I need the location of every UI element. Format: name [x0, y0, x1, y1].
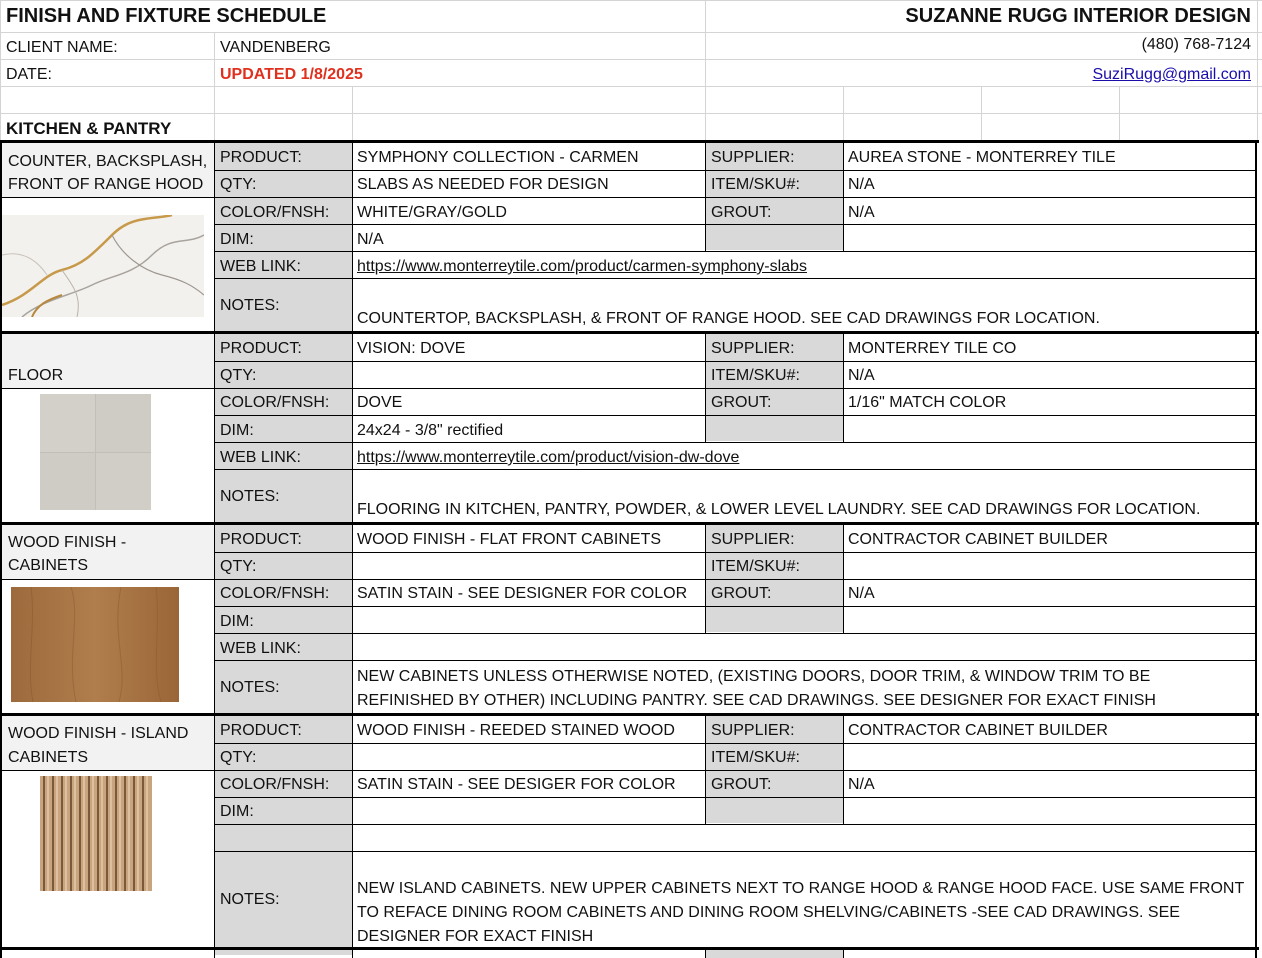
gridline: [705, 0, 706, 142]
date-value: UPDATED 1/8/2025: [220, 66, 363, 83]
gridline: [981, 86, 982, 142]
block-border: [1255, 140, 1257, 958]
gridline: [0, 86, 1262, 87]
gridline: [0, 113, 1262, 114]
date-label: DATE:: [6, 66, 52, 83]
weblink-label: WEB LINK:: [220, 640, 301, 657]
supplier-label: SUPPLIER:: [711, 340, 795, 357]
col-line: [352, 142, 353, 958]
row-line: [214, 469, 1257, 470]
gridline: [1257, 0, 1258, 142]
col-line: [843, 142, 844, 251]
qty-label: QTY:: [220, 176, 257, 193]
row-line: [214, 361, 1257, 362]
grout-label: GROUT:: [711, 776, 772, 793]
product-value: WOOD FINISH - FLAT FRONT CABINETS: [357, 531, 662, 548]
row-line: [214, 442, 1257, 443]
sku-value: N/A: [848, 176, 875, 193]
notes-value: COUNTERTOP, BACKSPLASH, & FRONT OF RANGE HOOD. SEE CAD DRAWINGS FOR LOCATION.: [357, 310, 1100, 327]
sku-label: ITEM/SKU#:: [711, 176, 800, 193]
product-label: PRODUCT:: [220, 340, 302, 357]
notes-label: NOTES:: [220, 679, 280, 696]
dim-value: 24x24 - 3/8" rectified: [357, 422, 504, 439]
grout-value: N/A: [848, 585, 875, 602]
item-name: FRONT OF RANGE HOOD: [8, 176, 204, 193]
item-name: FLOOR: [8, 367, 64, 384]
supplier-value: MONTERREY TILE CO: [848, 340, 1017, 357]
client-label: CLIENT NAME:: [6, 39, 118, 56]
col-line: [214, 142, 215, 958]
color-label: COLOR/FNSH:: [220, 776, 330, 793]
gridline: [0, 0, 1262, 1]
color-value: DOVE: [357, 394, 403, 411]
col-line: [705, 715, 706, 824]
product-value: WOOD FINISH - REEDED STAINED WOOD: [357, 722, 675, 739]
marble-swatch-image: [2, 215, 204, 317]
row-line: [214, 415, 1257, 416]
row-line: [214, 824, 1257, 825]
grout-value: N/A: [848, 204, 875, 221]
row-line: [0, 770, 214, 771]
row-line: [214, 770, 1257, 771]
col-line: [705, 950, 706, 958]
gridline: [0, 32, 1262, 33]
gridline: [214, 32, 215, 142]
row-line: [0, 579, 214, 580]
wood-swatch-image: [11, 587, 179, 702]
dim-value: N/A: [357, 231, 384, 248]
row-line: [214, 278, 1257, 279]
color-value: SATIN STAIN - SEE DESIGER FOR COLOR: [357, 776, 676, 793]
notes-label: NOTES:: [220, 488, 280, 505]
row-line: [0, 388, 214, 389]
color-label: COLOR/FNSH:: [220, 585, 330, 602]
notes-value: NEW ISLAND CABINETS. NEW UPPER CABINETS NEXT TO RANGE HOOD & RANGE HOOD FACE. USE SAME FRONT: [357, 880, 1245, 897]
row-line: [214, 797, 1257, 798]
label-column-bg: [706, 950, 843, 958]
block-border: [0, 331, 1259, 334]
product-value: VISION: DOVE: [357, 340, 466, 357]
notes-value: TO REFACE DINING ROOM CABINETS AND DINING ROOM SHELVING/CABINETS -SEE CAD DRAWINGS. SEE: [357, 904, 1180, 921]
row-line: [214, 251, 1257, 252]
weblink-label: WEB LINK:: [220, 258, 301, 275]
tile-swatch-image: [40, 394, 151, 510]
grout-label: GROUT:: [711, 204, 772, 221]
row-line: [214, 170, 1257, 171]
qty-value: SLABS AS NEEDED FOR DESIGN: [357, 176, 609, 193]
row-line: [214, 224, 1257, 225]
supplier-label: SUPPLIER:: [711, 722, 795, 739]
weblink-value[interactable]: https://www.monterreytile.com/product/vision-dw-dove: [357, 449, 740, 466]
row-line: [214, 579, 1257, 580]
dim-label: DIM:: [220, 422, 254, 439]
sku-value: N/A: [848, 367, 875, 384]
weblink-value[interactable]: https://www.monterreytile.com/product/carmen-symphony-slabs: [357, 258, 807, 275]
row-line: [214, 743, 1257, 744]
notes-label: NOTES:: [220, 891, 280, 908]
item-name: CABINETS: [8, 557, 89, 574]
dim-label: DIM:: [220, 231, 254, 248]
item-name: COUNTER, BACKSPLASH,: [8, 153, 208, 170]
block-border: [0, 140, 1259, 143]
weblink-label: WEB LINK:: [220, 449, 301, 466]
supplier-value: CONTRACTOR CABINET BUILDER: [848, 722, 1108, 739]
document-title: FINISH AND FIXTURE SCHEDULE: [6, 5, 327, 27]
gridline: [0, 59, 1262, 60]
notes-value: FLOORING IN KITCHEN, PANTRY, POWDER, & LOWER LEVEL LAUNDRY. SEE CAD DRAWINGS FOR LOCATION.: [357, 501, 1201, 518]
notes-value: REFINISHED BY OTHER) INCLUDING PANTRY. SEE CAD DRAWINGS. SEE DESIGNER FOR EXACT FINISH: [357, 692, 1156, 709]
product-label: PRODUCT:: [220, 149, 302, 166]
gridline: [1119, 86, 1120, 142]
block-border: [0, 947, 1259, 950]
email-link[interactable]: SuziRugg@gmail.com: [1092, 66, 1251, 83]
product-label: PRODUCT:: [220, 722, 302, 739]
company-name: SUZANNE RUGG INTERIOR DESIGN: [905, 5, 1251, 27]
supplier-value: CONTRACTOR CABINET BUILDER: [848, 531, 1108, 548]
row-line: [214, 388, 1257, 389]
row-line: [214, 851, 1257, 852]
item-name: CABINETS: [8, 749, 89, 766]
row-line: [214, 633, 1257, 634]
row-line: [214, 660, 1257, 661]
color-value: SATIN STAIN - SEE DESIGNER FOR COLOR: [357, 585, 688, 602]
color-value: WHITE/GRAY/GOLD: [357, 204, 507, 221]
item-name: WOOD FINISH -: [8, 534, 127, 551]
col-line: [843, 524, 844, 633]
col-line: [843, 950, 844, 958]
row-line: [0, 197, 214, 198]
product-value: SYMPHONY COLLECTION - CARMEN: [357, 149, 639, 166]
item-name: WOOD FINISH - ISLAND: [8, 725, 189, 742]
sku-label: ITEM/SKU#:: [711, 749, 800, 766]
supplier-label: SUPPLIER:: [711, 531, 795, 548]
gridline: [843, 86, 844, 142]
product-label: PRODUCT:: [220, 531, 302, 548]
grout-value: N/A: [848, 776, 875, 793]
sku-label: ITEM/SKU#:: [711, 558, 800, 575]
qty-label: QTY:: [220, 749, 257, 766]
block-border: [0, 522, 1259, 525]
supplier-value: AUREA STONE - MONTERREY TILE: [848, 149, 1116, 166]
row-line: [214, 552, 1257, 553]
sku-label: ITEM/SKU#:: [711, 367, 800, 384]
row-line: [214, 606, 1257, 607]
col-line: [705, 333, 706, 442]
grout-label: GROUT:: [711, 394, 772, 411]
notes-value: NEW CABINETS UNLESS OTHERWISE NOTED, (EXISTING DOORS, DOOR TRIM, & WINDOW TRIM TO BE: [357, 668, 1151, 685]
color-label: COLOR/FNSH:: [220, 394, 330, 411]
phone-number: (480) 768-7124: [1141, 36, 1251, 53]
grout-value: 1/16" MATCH COLOR: [848, 394, 1007, 411]
qty-label: QTY:: [220, 367, 257, 384]
color-label: COLOR/FNSH:: [220, 204, 330, 221]
notes-value: DESIGNER FOR EXACT FINISH: [357, 928, 594, 945]
grout-label: GROUT:: [711, 585, 772, 602]
col-line: [705, 524, 706, 633]
client-value: VANDENBERG: [220, 39, 331, 56]
row-line: [214, 197, 1257, 198]
qty-label: QTY:: [220, 558, 257, 575]
col-line: [843, 715, 844, 824]
col-line: [705, 142, 706, 251]
section-title: KITCHEN & PANTRY: [6, 119, 172, 138]
dim-label: DIM:: [220, 803, 254, 820]
block-border: [0, 713, 1259, 716]
reeded-wood-swatch-image: [40, 776, 152, 891]
supplier-label: SUPPLIER:: [711, 149, 795, 166]
block-border: [0, 140, 2, 958]
notes-label: NOTES:: [220, 297, 280, 314]
col-line: [843, 333, 844, 442]
dim-label: DIM:: [220, 613, 254, 630]
gridline: [352, 86, 353, 142]
